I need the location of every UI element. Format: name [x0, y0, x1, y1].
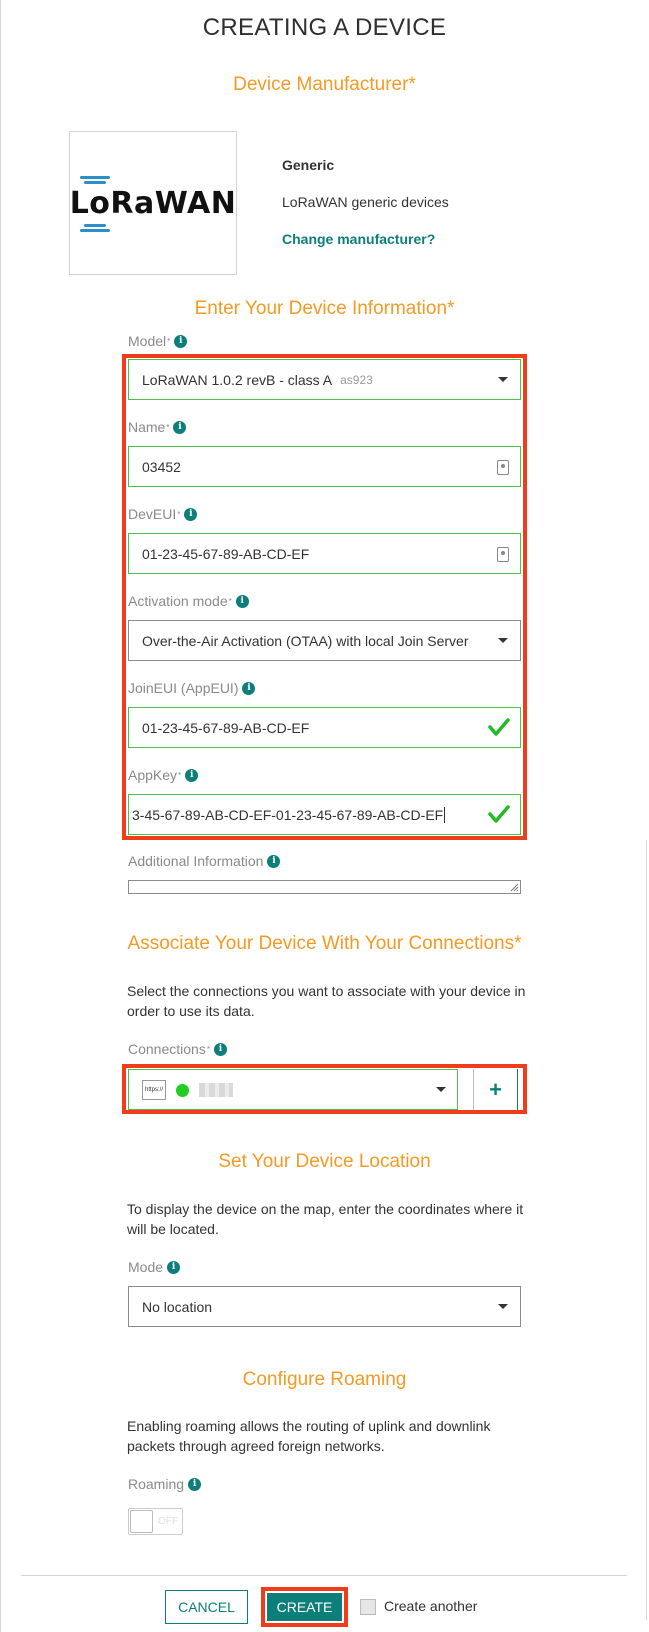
deveui-label: DevEUI * i [128, 506, 197, 522]
activation-mode-label: Activation mode * i [128, 593, 249, 609]
deveui-value: 01-23-45-67-89-AB-CD-EF [142, 545, 310, 562]
footer-divider [21, 1575, 627, 1576]
roaming-toggle[interactable] [128, 1508, 183, 1535]
mode-label [128, 1259, 180, 1275]
model-value: LoRaWAN 1.0.2 revB - class A [142, 371, 333, 388]
appkey-value: 3-45-67-89-AB-CD-EF-01-23-45-67-89-AB-CD-EF [132, 806, 444, 823]
location-mode-select[interactable] [128, 1286, 521, 1327]
connections-description: Select the connections you want to associate with your device in order to use its data. [127, 983, 526, 1019]
info-icon[interactable]: i [242, 682, 255, 695]
connections-label-text: Connections [128, 1041, 206, 1057]
model-region-hint: as923 [340, 372, 373, 387]
manufacturer-name: Generic [282, 157, 335, 173]
create-another-label[interactable]: Create another [384, 1598, 478, 1614]
location-section-title: Set Your Device Location [218, 1151, 431, 1172]
https-badge: https:// [142, 1080, 166, 1100]
resize-grip-icon[interactable] [509, 882, 519, 892]
create-button[interactable]: CREATE [267, 1593, 342, 1621]
cancel-button[interactable]: CANCEL [165, 1590, 248, 1624]
appkey-label-text: AppKey [128, 767, 178, 783]
info-icon[interactable]: i [188, 1478, 201, 1491]
info-icon[interactable]: i [173, 421, 186, 434]
appkey-label: AppKey * i [128, 767, 198, 783]
location-mode-value: No location [142, 1298, 213, 1315]
location-description: To display the device on the map, enter the coordinates where it will be located. [127, 1201, 524, 1237]
info-icon[interactable]: i [185, 769, 198, 782]
roaming-description: Enabling roaming allows the routing of uplink and downlink packets through agreed foreign networks. [127, 1418, 491, 1454]
page-title: CREATING A DEVICE [202, 14, 447, 41]
connections-label: Connections * i [128, 1041, 227, 1057]
logo-wave [84, 181, 106, 184]
highlight-box [122, 1064, 527, 1114]
change-manufacturer-link[interactable]: Change manufacturer? [282, 231, 436, 247]
joineui-label-text: JoinEUI (AppEUI) [128, 680, 239, 696]
caret-down-icon [498, 1304, 508, 1309]
connections-section-title: Associate Your Device With Your Connections* [127, 933, 522, 954]
add-connection-button[interactable]: + [474, 1069, 518, 1110]
logo-wave [80, 229, 110, 232]
info-icon[interactable]: i [184, 508, 197, 521]
additional-info-label-text: Additional Information [128, 853, 264, 869]
create-another-checkbox[interactable] [360, 1599, 376, 1615]
additional-info-label [128, 853, 280, 869]
toggle-state-text: OFF [158, 1516, 178, 1527]
logo-wave [84, 224, 106, 227]
activation-mode-value: Over-the-Air Activation (OTAA) with local Join Server [142, 632, 469, 649]
mode-label-text: Mode [128, 1259, 164, 1275]
deveui-label-text: DevEUI [128, 506, 177, 522]
manufacturer-logo [69, 131, 237, 275]
toggle-knob [130, 1510, 153, 1533]
info-icon[interactable]: i [267, 855, 280, 868]
info-icon[interactable]: i [167, 1261, 180, 1274]
manufacturer-description: LoRaWAN generic devices [282, 194, 449, 210]
info-icon[interactable]: i [174, 335, 187, 348]
manufacturer-section-title: Device Manufacturer* [233, 74, 416, 95]
activation-mode-label-text: Activation mode [128, 593, 228, 609]
name-label: Name * i [128, 419, 186, 435]
info-icon[interactable]: i [214, 1043, 227, 1056]
joineui-value: 01-23-45-67-89-AB-CD-EF [142, 719, 310, 736]
roaming-section-title: Configure Roaming [242, 1369, 407, 1390]
model-label-text: Model [128, 333, 167, 349]
highlight-box [122, 354, 527, 840]
name-label-text: Name [128, 419, 166, 435]
logo-wave [80, 176, 110, 179]
highlight-box [261, 1587, 348, 1627]
info-icon[interactable]: i [236, 595, 249, 608]
model-label: Model * i [128, 333, 187, 349]
page-border [646, 840, 647, 1620]
roaming-label-text: Roaming [128, 1476, 185, 1492]
logo-text: LoRaWAN [69, 185, 237, 221]
roaming-label [128, 1476, 201, 1492]
additional-info-textarea[interactable] [128, 880, 521, 894]
name-value: 03452 [142, 458, 181, 475]
lorawan-logo-icon [70, 186, 237, 221]
device-info-section-title: Enter Your Device Information* [194, 298, 455, 319]
